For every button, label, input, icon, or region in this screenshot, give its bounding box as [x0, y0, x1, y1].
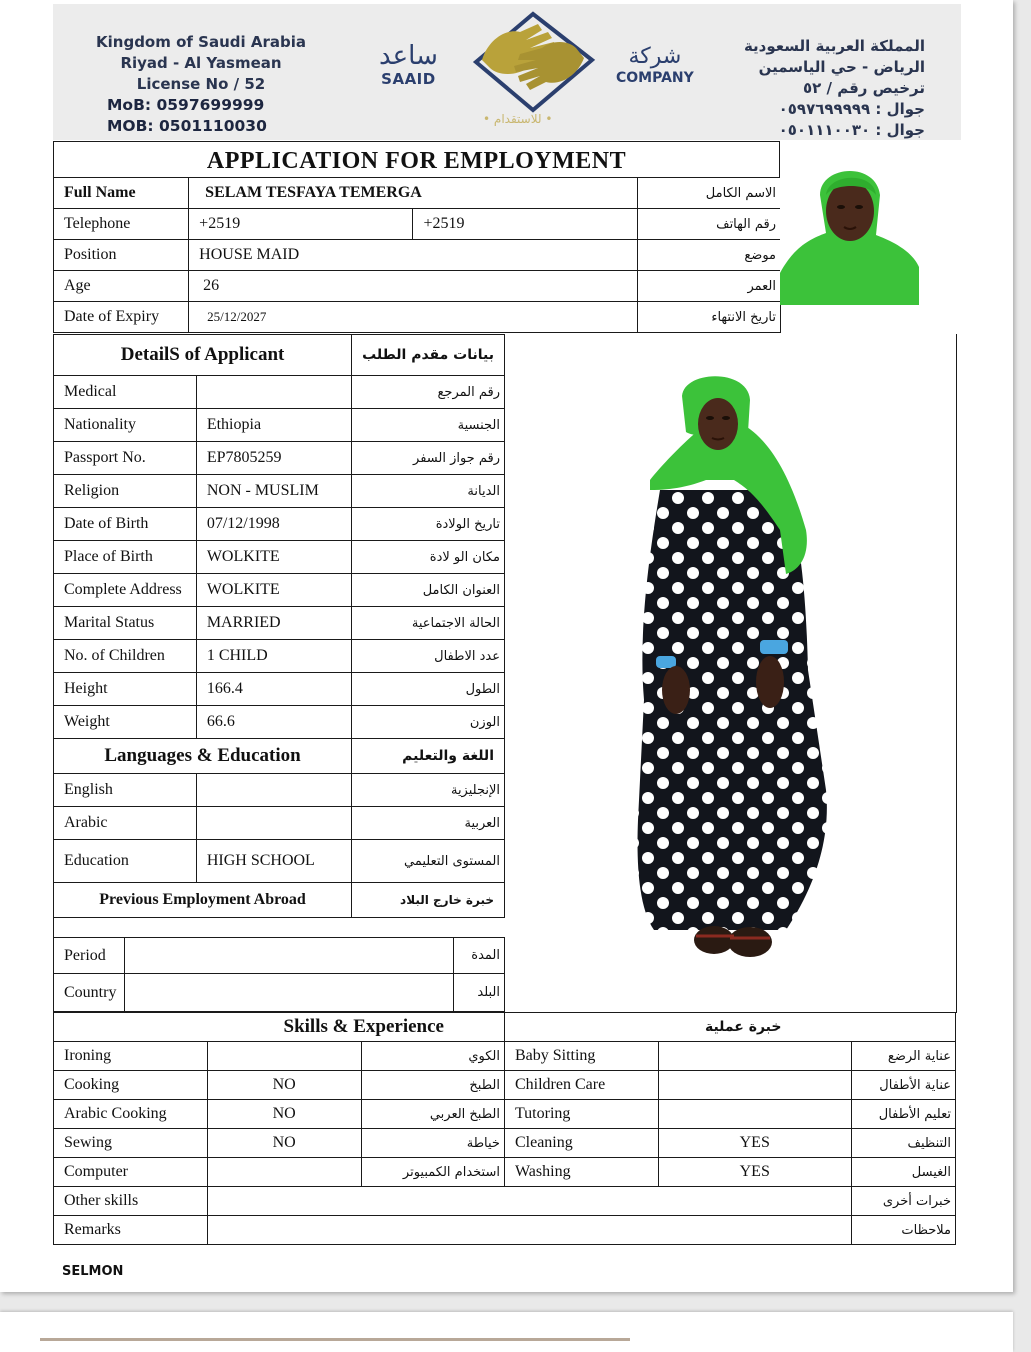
tutoring-label: Tutoring — [504, 1100, 658, 1129]
arabic-cooking-arabic: الطبخ العربي — [361, 1100, 504, 1129]
applicant-summary-table — [53, 177, 781, 333]
languages-heading: Languages & Education — [54, 739, 352, 774]
table-row — [54, 574, 505, 607]
other-skills-label: Other skills — [54, 1187, 208, 1216]
table-row — [54, 673, 505, 706]
previous-heading-arabic: خبرة خارج البلاد — [352, 883, 505, 918]
weight-label: Weight — [54, 706, 197, 739]
washing-label: Washing — [504, 1158, 658, 1187]
table-row — [54, 1158, 956, 1187]
agency-header-banner — [53, 4, 961, 140]
arabic-label: Arabic — [54, 807, 197, 840]
remarks-arabic: ملاحظات — [851, 1216, 955, 1245]
religion-label: Religion — [54, 475, 197, 508]
ironing-arabic: الكوي — [361, 1042, 504, 1071]
table-row — [54, 475, 505, 508]
childcare-value — [658, 1071, 851, 1100]
babysitting-arabic: عناية الرضع — [851, 1042, 955, 1071]
table-row — [54, 376, 505, 409]
sewing-arabic: خياطة — [361, 1129, 504, 1158]
passport-arabic: رقم جواز السفر — [352, 442, 505, 475]
skills-heading-row — [54, 1013, 956, 1042]
full-name-value: SELAM TESFAYA TEMERGA — [189, 178, 638, 209]
applicant-details-table — [53, 334, 505, 918]
babysitting-value — [658, 1042, 851, 1071]
age-value: 26 — [189, 271, 638, 302]
expiry-arabic: تاريخ الانتهاء — [637, 302, 780, 333]
full-body-photo — [610, 370, 835, 975]
table-row — [54, 541, 505, 574]
table-row — [54, 706, 505, 739]
weight-value: 66.6 — [196, 706, 351, 739]
education-value: HIGH SCHOOL — [196, 840, 351, 883]
logo-right-arabic: شركة — [628, 44, 682, 69]
footer-code: SELMON — [62, 1264, 124, 1279]
cooking-label: Cooking — [54, 1071, 208, 1100]
expiry-value: 25/12/2027 — [189, 302, 638, 333]
period-arabic: المدة — [454, 938, 505, 974]
table-row — [54, 1216, 956, 1245]
table-row — [54, 409, 505, 442]
previous-employment-table — [53, 937, 505, 1012]
table-row — [54, 442, 505, 475]
other-skills-arabic: خبرات أخرى — [851, 1187, 955, 1216]
table-row — [54, 640, 505, 673]
table-row — [54, 840, 505, 883]
telephone-value-2: +2519 — [413, 209, 637, 240]
passport-value: EP7805259 — [196, 442, 351, 475]
address-label: Complete Address — [54, 574, 197, 607]
skills-heading: Skills & Experience — [54, 1013, 505, 1042]
languages-heading-arabic: اللغة والتعليم — [352, 739, 505, 774]
childcare-arabic: عناية الأطفال — [851, 1071, 955, 1100]
children-arabic: عدد الاطفال — [352, 640, 505, 673]
full-name-arabic: الاسم الكامل — [637, 178, 780, 209]
ironing-value — [207, 1042, 361, 1071]
country-label: Country — [54, 974, 125, 1012]
table-row — [54, 607, 505, 640]
next-page-strip — [40, 1338, 630, 1341]
childcare-label: Children Care — [504, 1071, 658, 1100]
height-arabic: الطول — [352, 673, 505, 706]
portrait-photo — [780, 155, 919, 305]
address-arabic: العنوان الكامل — [352, 574, 505, 607]
computer-arabic: استخدام الكمبيوتر — [361, 1158, 504, 1187]
table-row — [54, 209, 781, 240]
skills-heading-arabic: خبرة عملية — [504, 1013, 955, 1042]
country-arabic: البلد — [454, 974, 505, 1012]
table-row — [54, 1129, 956, 1158]
birthplace-value: WOLKITE — [196, 541, 351, 574]
washing-arabic: الغيسل — [851, 1158, 955, 1187]
table-row — [54, 774, 505, 807]
country-value — [125, 974, 454, 1012]
languages-heading-row — [54, 739, 505, 774]
age-arabic: العمر — [637, 271, 780, 302]
position-arabic: موضع — [637, 240, 780, 271]
arabic-cooking-value: NO — [207, 1100, 361, 1129]
ar-mobile-2: جوال : ٠٥٠١١١٠٠٣٠ — [778, 121, 925, 139]
sewing-value: NO — [207, 1129, 361, 1158]
full-name-label: Full Name — [54, 178, 189, 209]
computer-value — [207, 1158, 361, 1187]
mobile-2: MOB: 0501110030 — [107, 117, 267, 135]
computer-label: Computer — [54, 1158, 208, 1187]
city-line: Riyad - Al Yasmean — [120, 54, 282, 72]
table-row — [54, 508, 505, 541]
details-heading-row — [54, 335, 505, 376]
cooking-value: NO — [207, 1071, 361, 1100]
cleaning-arabic: التنظيف — [851, 1129, 955, 1158]
telephone-value-1: +2519 — [189, 209, 413, 240]
nationality-arabic: الجنسية — [352, 409, 505, 442]
birthplace-arabic: مكان الو لادة — [352, 541, 505, 574]
medical-arabic: رقم المرجع — [352, 376, 505, 409]
birthplace-label: Place of Birth — [54, 541, 197, 574]
details-heading-arabic: بيانات مقدم الطلب — [352, 335, 505, 376]
expiry-label: Date of Expiry — [54, 302, 189, 333]
washing-value: YES — [658, 1158, 851, 1187]
position-value: HOUSE MAID — [189, 240, 638, 271]
hands-logo-icon — [468, 10, 598, 116]
table-row — [54, 938, 505, 974]
arabic-arabic: العربية — [352, 807, 505, 840]
education-label: Education — [54, 840, 197, 883]
marital-value: MARRIED — [196, 607, 351, 640]
table-row — [54, 1042, 956, 1071]
passport-label: Passport No. — [54, 442, 197, 475]
logo-left-arabic: ساعد — [379, 41, 438, 71]
country-line: Kingdom of Saudi Arabia — [96, 33, 306, 51]
children-label: No. of Children — [54, 640, 197, 673]
remarks-value — [207, 1216, 851, 1245]
medical-label: Medical — [54, 376, 197, 409]
skills-table — [53, 1012, 956, 1245]
logo-subtitle: • للاستقدام • — [483, 112, 553, 126]
other-skills-value — [207, 1187, 851, 1216]
ar-country-line: المملكة العربية السعودية — [743, 37, 925, 55]
sewing-label: Sewing — [54, 1129, 208, 1158]
license-line: License No / 52 — [136, 75, 266, 93]
english-label: English — [54, 774, 197, 807]
dob-label: Date of Birth — [54, 508, 197, 541]
cooking-arabic: الطبخ — [361, 1071, 504, 1100]
page-title: APPLICATION FOR EMPLOYMENT — [53, 141, 780, 178]
table-row — [54, 1187, 956, 1216]
table-row — [54, 807, 505, 840]
previous-heading: Previous Employment Abroad — [54, 883, 352, 918]
telephone-arabic: رقم الهاتف — [637, 209, 780, 240]
babysitting-label: Baby Sitting — [504, 1042, 658, 1071]
telephone-label: Telephone — [54, 209, 189, 240]
address-value: WOLKITE — [196, 574, 351, 607]
cleaning-label: Cleaning — [504, 1129, 658, 1158]
height-value: 166.4 — [196, 673, 351, 706]
dob-value: 07/12/1998 — [196, 508, 351, 541]
ar-mobile-1: جوال : ٠٥٩٧٦٩٩٩٩٩ — [778, 100, 925, 118]
medical-value — [196, 376, 351, 409]
period-label: Period — [54, 938, 125, 974]
logo-right-text — [616, 44, 694, 86]
english-arabic: الإنجليزية — [352, 774, 505, 807]
english-value — [196, 774, 351, 807]
previous-heading-row — [54, 883, 505, 918]
next-page-edge — [0, 1312, 1013, 1352]
table-row — [54, 1100, 956, 1129]
religion-arabic: الديانة — [352, 475, 505, 508]
table-row — [54, 240, 781, 271]
tutoring-value — [658, 1100, 851, 1129]
mobile-1: MoB: 0597699999 — [107, 96, 265, 114]
weight-arabic: الوزن — [352, 706, 505, 739]
position-label: Position — [54, 240, 189, 271]
arabic-cooking-label: Arabic Cooking — [54, 1100, 208, 1129]
marital-arabic: الحالة الاجتماعية — [352, 607, 505, 640]
agency-arabic-info — [695, 36, 925, 141]
religion-value: NON - MUSLIM — [196, 475, 351, 508]
children-value: 1 CHILD — [196, 640, 351, 673]
table-row — [54, 1071, 956, 1100]
arabic-value — [196, 807, 351, 840]
cleaning-value: YES — [658, 1129, 851, 1158]
table-row — [54, 974, 505, 1012]
table-row — [54, 178, 781, 209]
logo-left-text — [379, 42, 438, 88]
details-heading: DetailS of Applicant — [54, 335, 352, 376]
nationality-value: Ethiopia — [196, 409, 351, 442]
ar-city-line: الرياض - حي الياسمين — [758, 58, 925, 76]
table-row — [54, 302, 781, 333]
marital-label: Marital Status — [54, 607, 197, 640]
nationality-label: Nationality — [54, 409, 197, 442]
dob-arabic: تاريخ الولادة — [352, 508, 505, 541]
logo-right-english: COMPANY — [616, 70, 694, 86]
ironing-label: Ironing — [54, 1042, 208, 1071]
tutoring-arabic: تعليم الأطفال — [851, 1100, 955, 1129]
height-label: Height — [54, 673, 197, 706]
ar-license-line: ترخيص رقم / ٥٢ — [802, 79, 925, 97]
remarks-label: Remarks — [54, 1216, 208, 1245]
agency-english-info — [71, 32, 331, 137]
period-value — [125, 938, 454, 974]
age-label: Age — [54, 271, 189, 302]
education-arabic: المستوى التعليمي — [352, 840, 505, 883]
table-row — [54, 271, 781, 302]
logo-left-english: SAAID — [381, 70, 436, 88]
